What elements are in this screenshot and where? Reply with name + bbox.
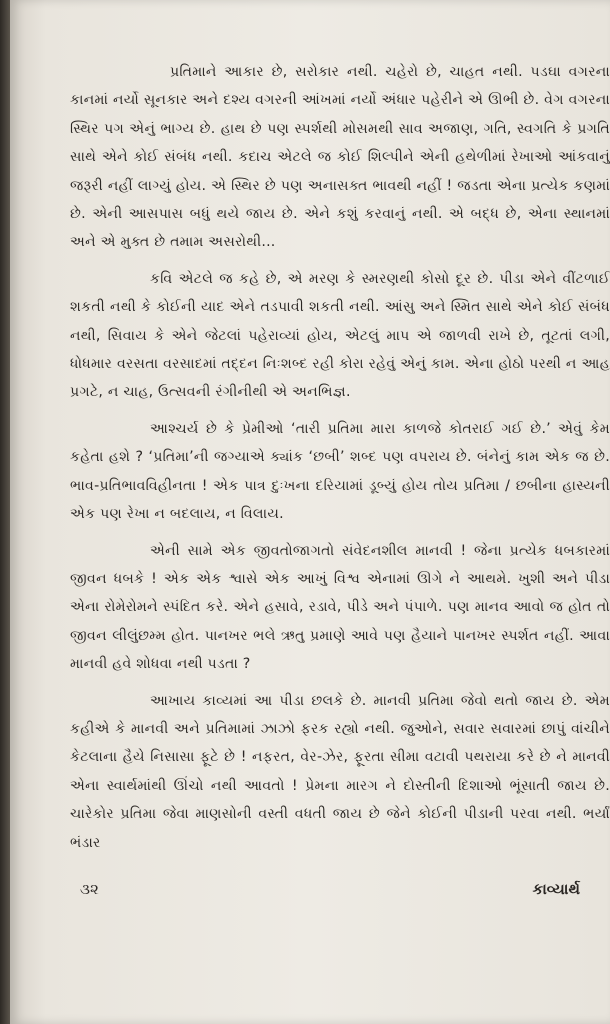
book-title: કાવ્યાર્થ bbox=[532, 880, 580, 898]
paragraph: કવિ એટલે જ કહે છે, એ મરણ કે સ્મરણથી કોસો દૂર છે. પીડા એને વીંટળાઈ શકતી નથી કે કોઈની યાદ એને તડપાવી શકતી નથી. આંસુ અને સ્મિત સાથે એને કોઈ સંબંધ નથી, સિવાય કે એને જેટલાં પહેરાવ્યાં હોય, એટલું માપ એ જાળવી રાખે છે, તૂટતાં લગી, ધોધમાર વરસતા વરસાદમાં તદ્દન નિઃશબ્દ રહી કોરા રહેવું એનું કામ. એના હોઠો પરથી ન આહ પ્રગટે, ન ચાહ, ઉત્સવની રંગીનીથી એ અનભિજ્ઞ. bbox=[70, 270, 610, 401]
paragraph: પ્રતિમાને આકાર છે, સરોકાર નથી. ચહેરો છે, ચાહત નથી. પડઘા વગરના કાનમાં નર્યો સૂનકાર અને દશ્ય વગરની આંખમાં નર્યો અંધાર પહેરીને એ ઊભી છે. વેગ વગરના સ્થિર પગ એનું ભાગ્ય છે. હાથ છે પણ સ્પર્શથી મોસમથી સાવ અજાણ, ગતિ, સ્વગતિ કે પ્રગતિ સાથે એને કોઈ સંબંધ નથી. કદાચ એટલે જ કોઈ શિલ્પીને એની હથેળીમાં રેખાઓ આંકવાનું જરૂરી નહીં લાગ્યું હોય. એ સ્થિર છે પણ અનાસક્ત ભાવથી નહીં ! જડતા એના પ્રત્યેક કણમાં છે. એની આસપાસ બધું થયે જાય છે. એને કશું કરવાનું નથી. એ બદ્ધ છે, એના સ્થાનમાં અને એ મુક્ત છે તમામ અસરોથી... bbox=[70, 64, 610, 251]
book-page bbox=[10, 0, 610, 1024]
paragraph: આખાય કાવ્યમાં આ પીડા છલકે છે. માનવી પ્રતિમા જેવો થતો જાય છે. એમ કહીએ કે માનવી અને પ્રતિમામાં ઝાઝો ફરક રહ્યો નથી. જુઓને, સવાર સવારમાં છાપું વાંચીને કેટલાના હૈયે નિસાસા ફૂટે છે ! નફરત, વેર-ઝેર, ફૂરતા સીમા વટાવી પથરાયા કરે છે ને માનવી એના સ્વાર્થમાંથી ઊંચો નથી આવતો ! પ્રેમના મારગ ને દોસ્તીની દિશાઓ ભૂંસાતી જાય છે. ચારેકોર પ્રતિમા જેવા માણસોની વસ્તી વધતી જાય છે જેને કોઈની પીડાની પરવા નથી. ભર્યાં ભંડાર bbox=[70, 692, 610, 851]
paragraph: આશ્ચર્ય છે કે પ્રેમીઓ ‘તારી પ્રતિમા મારા કાળજે કોતરાઈ ગઈ છે.’ એવું કેમ કહેતા હશે ? ‘પ્રતિમા’ની જગ્યાએ ક્યાંક ‘છબી’ શબ્દ પણ વપરાય છે. બંનેનું કામ એક જ છે. ભાવ-પ્રતિભાવવિહીનતા ! એક પાત્ર દુઃખના દરિયામાં ડૂબ્યું હોય તોય પ્રતિમા / છબીના હાસ્યની એક પણ રેખા ન બદલાય, ન વિલાય. bbox=[70, 420, 610, 523]
body-text bbox=[70, 58, 610, 865]
book-spine bbox=[0, 0, 10, 1024]
page-number: ૩૨ bbox=[80, 880, 99, 898]
page-footer bbox=[80, 880, 580, 904]
paragraph: એની સામે એક જીવતોજાગતો સંવેદનશીલ માનવી ! જેના પ્રત્યેક ધબકારમાં જીવન ધબકે ! એક એક શ્વાસે એક આખું વિશ્વ એનામાં ઊગે ને આથમે. ખુશી અને પીડા એના રોમેરોમને સ્પંદિત કરે. એને હસાવે, રડાવે, પીડે અને પંપાળે. પણ માનવ આવો જ હોત તો જીવન લીલુંછમ્મ હોત. પાનખર ભલે ઋતુ પ્રમાણે આવે પણ હૈયાને પાનખર સ્પર્શત નહીં. આવા માનવી હવે શોધવા નથી પડતા ? bbox=[70, 542, 610, 673]
